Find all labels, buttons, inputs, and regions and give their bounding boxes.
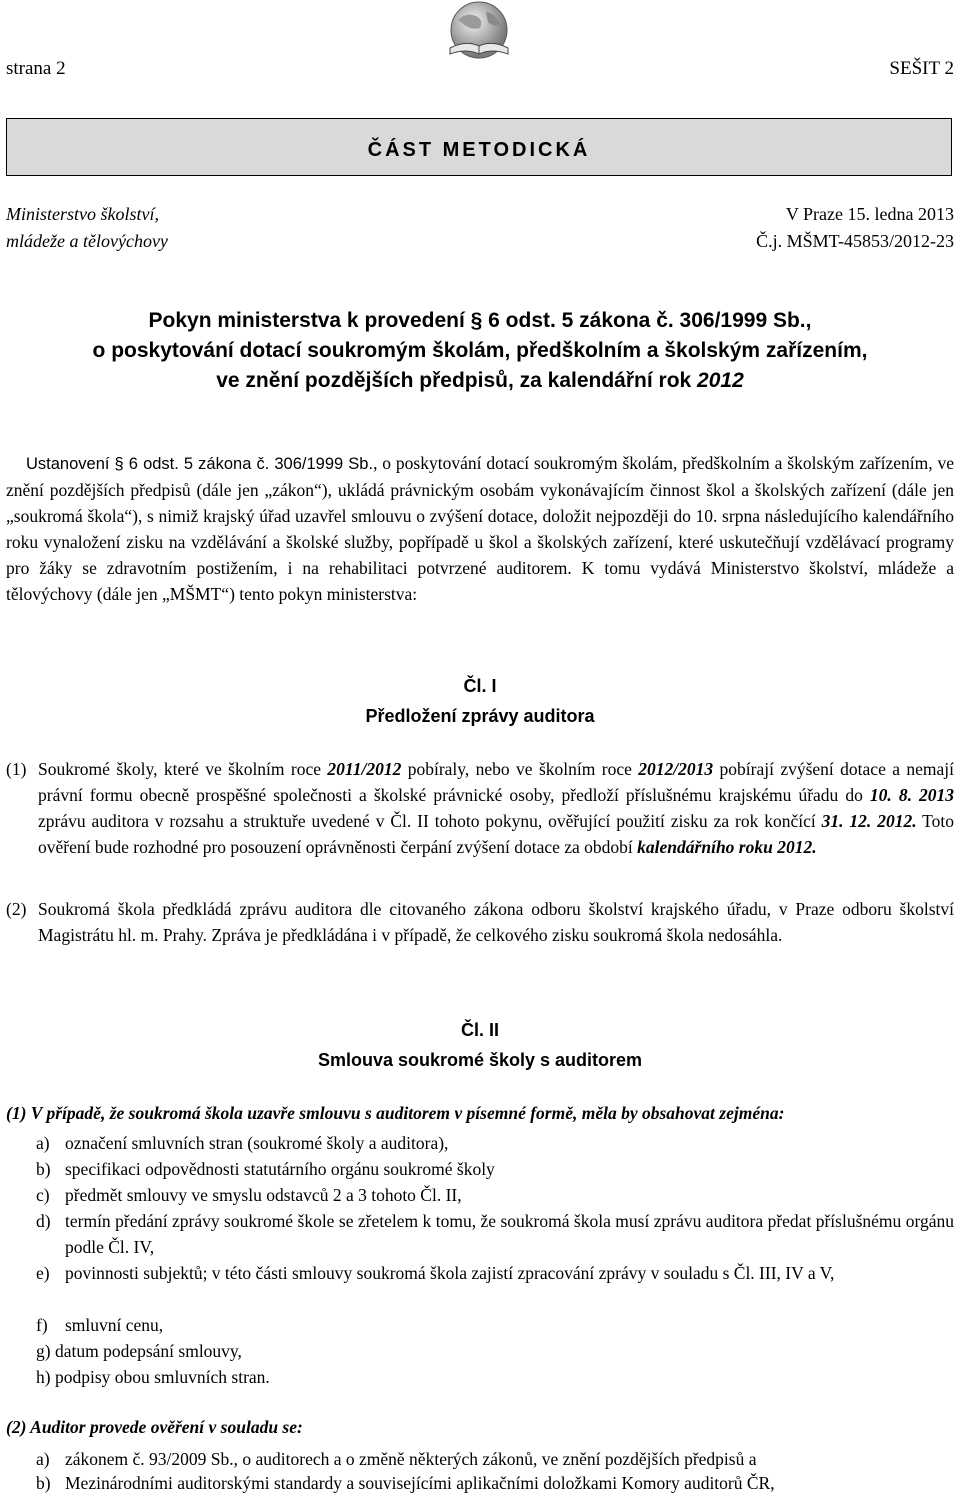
- list-item: b) specifikaci odpovědnosti statutárního orgánu soukromé školy: [36, 1159, 495, 1179]
- list-item: f) smluvní cenu,: [36, 1315, 164, 1335]
- issue-label: SEŠIT 2: [889, 58, 954, 79]
- article-2-heading: Smlouva soukromé školy s auditorem: [317, 1050, 643, 1070]
- list-item: c) předmět smlouvy ve smyslu odstavců 2 a 3 tohoto Čl. II,: [36, 1185, 462, 1205]
- article-1-paragraph-1: (1) Soukromé školy, které ve školním roce 2011/2012 pobíraly, nebo ve školním roce 2012/2013 pobírají zvýšení dotace a nemají právní formu obecně prospěšné společnosti a školské právnické osoby, předloží příslušnému krajskému úřadu do 10. 8. 2013 zprávu auditora v rozsahu a struktuře uvedené v Čl. II tohoto pokynu, ověřující použití zisku za rok končící 31. 12. 2012. Toto ověření bude rozhodné pro posouzení oprávněnosti čerpání zvýšení dotace za období kalendářního roku 2012.: [6, 759, 955, 857]
- article-1-heading: Předložení zprávy auditora: [365, 706, 595, 726]
- section-title: ČÁST METODICKÁ: [367, 138, 591, 161]
- section-banner: [6, 118, 952, 176]
- document-title-line-3: ve znění pozdějších předpisů, za kalendářní rok 2012: [216, 369, 744, 392]
- article-2-paragraph-1-lead: (1) V případě, že soukromá škola uzavře smlouvu s auditorem v písemné formě, měla by obsahovat zejména:: [6, 1103, 785, 1123]
- list-item: g) datum podepsání smlouvy,: [36, 1341, 242, 1361]
- document-title-line-1: Pokyn ministerstva k provedení § 6 odst. 5 zákona č. 306/1999 Sb.,: [148, 309, 812, 332]
- article-1-number: Čl. I: [463, 676, 497, 696]
- document-title-line-2: o poskytování dotací soukromým školám, předškolním a školským zařízením,: [92, 339, 868, 362]
- list-item: b) Mezinárodními auditorskými standardy a souvisejícími aplikačními doložkami Komory auditorů ČR,: [36, 1473, 775, 1493]
- article-1-paragraph-2: (2) Soukromá škola předkládá zprávu auditora dle citovaného zákona odboru školství krajského úřadu, v Praze odboru školství Magistrátu hl. m. Prahy. Zpráva je předkládána i v případě, že celkového zisku soukromá škola nedosáhla.: [6, 899, 954, 945]
- article-2-paragraph-2-lead: (2) Auditor provede ověření v souladu se:: [6, 1417, 303, 1437]
- ministry-line-2: mládeže a tělovýchovy: [6, 231, 168, 251]
- ministry-line-1: Ministerstvo školství,: [6, 204, 159, 224]
- page-number: strana 2: [6, 58, 66, 79]
- intro-paragraph: Ustanovení § 6 odst. 5 zákona č. 306/1999 Sb., o poskytování dotací soukromým školám, předškolním a školským zařízením, ve znění pozdějších předpisů (dále jen „zákon“), ukládá právnickým osobám vykonávajícím činnost škol a školských zařízení (dále jen „soukromá škola“), s nimiž krajský úřad uzavřel smlouvu o zvýšení dotace, doložit nejpozději do 10. srpna následujícího kalendářního roku vynaložení zisku na vzdělávání a školské služby, popřípadě u škol a školských zařízení, které uskutečňují vzdělávací programy pro žáky se zdravotním postižením, i na rehabilitaci potvrzené auditorem. K tomu vydává Ministerstvo školství, mládeže a tělovýchovy (dále jen „MŠMT“) tento pokyn ministerstva:: [6, 453, 954, 604]
- list-item: d) termín předání zprávy soukromé škole se zřetelem k tomu, že soukromá škola musí zprávu auditora předat příslušnému orgánu podle Čl. IV,: [36, 1211, 954, 1257]
- list-item: h) podpisy obou smluvních stran.: [36, 1367, 270, 1387]
- date-line: V Praze 15. ledna 2013: [785, 204, 954, 224]
- list-item: a) zákonem č. 93/2009 Sb., o auditorech a o změně některých zákonů, ve znění pozdějších předpisů a: [36, 1449, 757, 1469]
- list-item: e) povinnosti subjektů; v této části smlouvy soukromá škola zajistí zpracování zprávy v souladu s Čl. III, IV a V,: [36, 1263, 835, 1283]
- reference-number: Č.j. MŠMT-45853/2012-23: [756, 231, 954, 251]
- article-2-number: Čl. II: [460, 1020, 499, 1040]
- list-item: a) označení smluvních stran (soukromé školy a auditora),: [36, 1133, 449, 1153]
- globe-book-icon: [436, 0, 522, 68]
